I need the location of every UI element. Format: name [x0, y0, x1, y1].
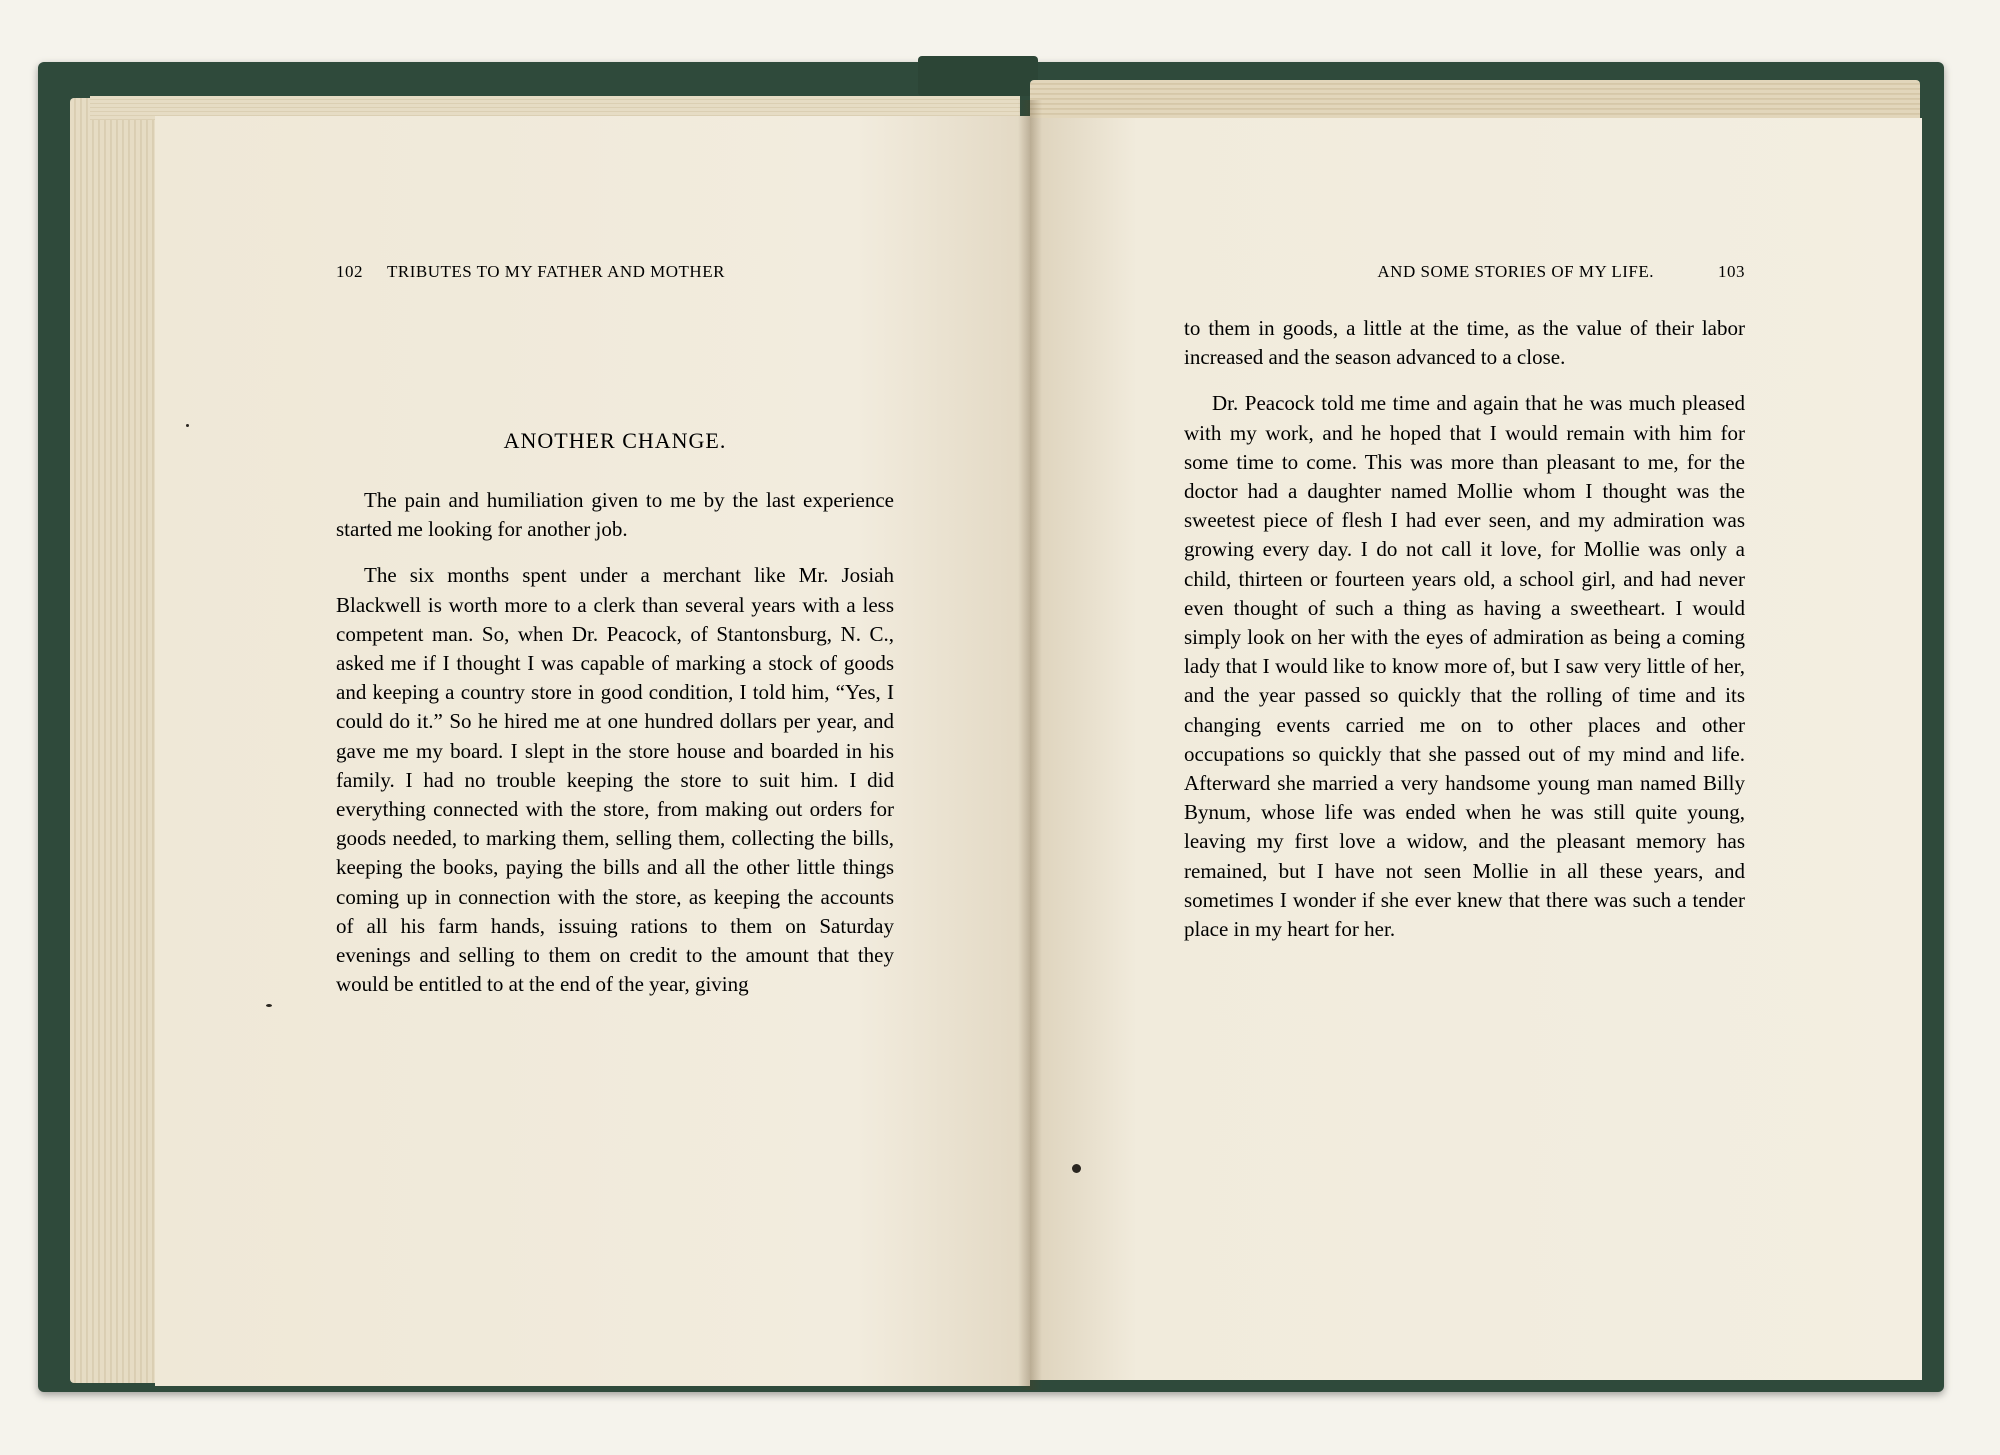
page-edges-top-right — [1030, 80, 1920, 120]
right-running-head-title: AND SOME STORIES OF MY LIFE. — [1377, 262, 1654, 281]
chapter-title: ANOTHER CHANGE. — [503, 428, 727, 453]
left-paragraph-2: The six months spent under a merchant like Mr. Josiah Blackwell is worth more to a clerk than several years with a less competent man. So, when Dr. Peacock, of Stantonsburg, N. C., asked me if I thought I was capable of marking a stock of goods and keeping a country store in good condition, I told him, “Yes, I could do it.” So he hired me at one hundred dollars per year, and gave me my board. I slept in the store house and boarded in his family. I had no trouble keeping the store to suit him. I did everything connected with the store, from making out orders for goods needed, to marking them, selling them, collecting the bills, keeping the books, paying the bills and all the other little things coming up in connection with the store, as keeping the accounts of all his farm hands, issuing rations to them on Saturday evenings and selling to them on credit to the amount that they would be entitled to at the end of the year, giving — [336, 563, 894, 997]
book-gutter — [1018, 100, 1042, 1390]
left-running-head — [336, 262, 836, 282]
left-paragraph-1: The pain and humiliation given to me by the last experience started me looking for another job. — [336, 488, 894, 542]
right-page-number: 103 — [1718, 262, 1745, 281]
ink-speck — [186, 424, 189, 427]
left-page-body — [336, 486, 894, 1016]
book-spine — [918, 56, 1038, 96]
ink-speck — [1072, 1164, 1081, 1173]
ink-speck — [266, 1004, 272, 1007]
right-paragraph-1: to them in goods, a little at the time, as the value of their labor increased and the season advanced to a close. — [1184, 316, 1745, 370]
right-running-head — [1285, 262, 1745, 282]
left-page-number: 102 — [336, 262, 363, 281]
right-paragraph-2: Dr. Peacock told me time and again that he was much pleased with my work, and he hoped that I would remain with him for some time to come. This was more than pleasant to me, for the doctor had a daughter named Mollie whom I thought was the sweetest piece of flesh I had ever seen, and my admiration was growing every day. I do not call it love, for Mollie was only a child, thirteen or fourteen years old, a school girl, and had never even thought of such a thing as having a sweetheart. I would simply look on her with the eyes of admiration as being a coming lady that I would like to know more of, but I saw very little of her, and the year passed so quickly that the rolling of time and its changing events carried me on to other places and other occupations so quickly that she passed out of my mind and life. Afterward she married a very handsome young man named Billy Bynum, whose life was ended when he was still quite young, leaving my first love a widow, and the pleasant memory has remained, but I have not seen Mollie in all these years, and sometimes I wonder if she ever knew that there was such a tender place in my heart for her. — [1184, 391, 1745, 942]
right-page-body — [1184, 314, 1745, 961]
left-running-head-title: TRIBUTES TO MY FATHER AND MOTHER — [387, 262, 725, 281]
